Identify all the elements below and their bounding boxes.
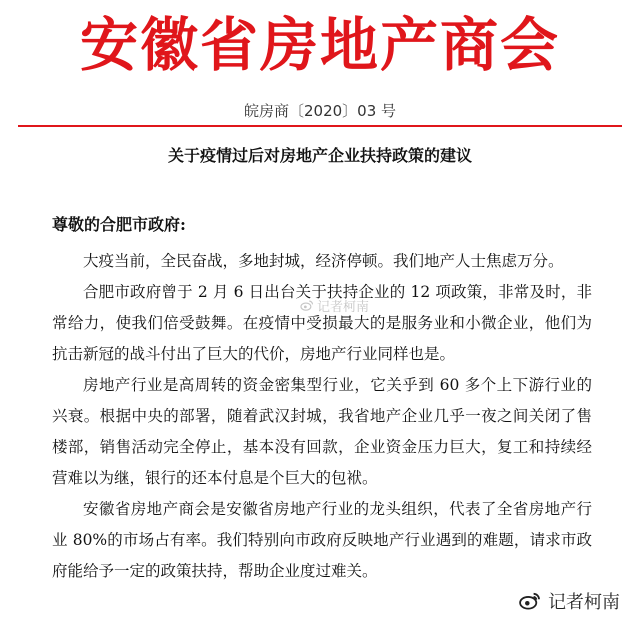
center-watermark-text: 记者柯南: [317, 300, 370, 315]
document-number: 皖房商〔2020〕03 号: [243, 102, 397, 120]
body-paragraph: 安徽省房地产商会是安徽省房地产行业的龙头组织，代表了全省房地产行业 80%的市场占有率。我们特别向市政府反映地产行业遇到的难题，请求市政府能给予一定的政策扶持，帮助企业度过难关。: [52, 500, 592, 580]
weibo-icon: [518, 592, 542, 610]
body-paragraph: 房地产行业是高周转的资金密集型行业，它关乎到 60 多个上下游行业的兴衰。根据中央的部署，随着武汉封城，我省地产企业几乎一夜之间关闭了售楼部，销售活动完全停止，基本没有回款，企业资金压力巨大，复工和持续经营难以为继，银行的还本付息是个巨大的包袱。: [52, 376, 592, 487]
center-watermark: [300, 296, 369, 315]
red-divider: [18, 125, 622, 127]
document-subject: 关于疫情过后对房地产企业扶持政策的建议: [167, 146, 472, 165]
body-paragraph: 合肥市政府曾于 2 月 6 日出台关于扶持企业的 12 项政策，非常及时，非常给力，使我们倍受鼓舞。在疫情中受损最大的是服务业和小微企业，他们为抗击新冠的战斗付出了巨大的代价，房地产行业同样也是。: [52, 283, 592, 363]
corner-watermark-text: 记者柯南: [548, 592, 620, 613]
body-paragraph: 大疫当前，全民奋战，多地封城，经济停顿。我们地产人士焦虑万分。: [83, 252, 564, 270]
weibo-icon: [300, 300, 314, 311]
organization-title: 安徽省房地产商会: [79, 11, 560, 79]
salutation: 尊敬的合肥市政府:: [52, 215, 186, 234]
corner-watermark: [512, 586, 626, 616]
